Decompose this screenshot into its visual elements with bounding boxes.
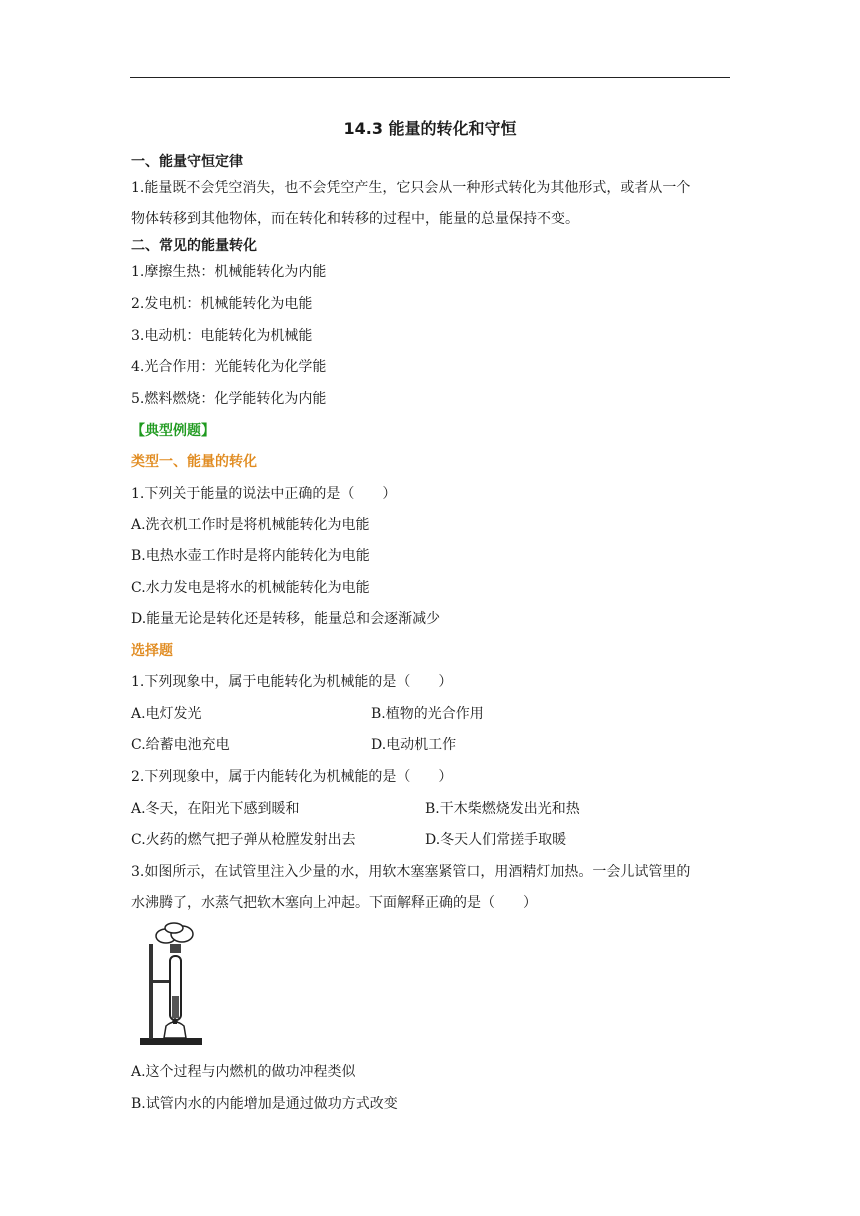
choice-q3-stem-line-1: 3.如图所示，在试管里注入少量的水，用软木塞塞紧管口，用酒精灯加热。一会儿试管里的 bbox=[131, 864, 691, 880]
choice-q1-option-b: B.植物的光合作用 bbox=[371, 706, 484, 722]
example-question-stem: 1.下列关于能量的说法中正确的是（ ） bbox=[131, 486, 397, 502]
page-title: 14.3 能量的转化和守恒 bbox=[343, 119, 517, 138]
section-heading-conservation: 一、能量守恒定律 bbox=[131, 154, 243, 170]
conversion-item: 1.摩擦生热：机械能转化为内能 bbox=[131, 264, 327, 280]
conservation-text-line-2: 物体转移到其他物体，而在转化和转移的过程中，能量的总量保持不变。 bbox=[131, 211, 579, 227]
conversion-item: 2.发电机：机械能转化为电能 bbox=[131, 296, 313, 312]
conservation-text-line-1: 1.能量既不会凭空消失，也不会凭空产生，它只会从一种形式转化为其他形式，或者从一个 bbox=[131, 180, 691, 196]
test-tube-apparatus-figure bbox=[136, 922, 208, 1050]
choice-q3-stem-line-2: 水沸腾了，水蒸气把软木塞向上冲起。下面解释正确的是（ ） bbox=[131, 895, 537, 911]
choice-q3-option-b: B.试管内水的内能增加是通过做功方式改变 bbox=[131, 1096, 398, 1112]
choice-q3-option-a: A.这个过程与内燃机的做功冲程类似 bbox=[131, 1064, 356, 1080]
example-type-heading: 类型一、能量的转化 bbox=[131, 454, 257, 470]
choice-section-heading: 选择题 bbox=[131, 643, 173, 659]
typical-examples-heading: 【典型例题】 bbox=[131, 423, 215, 439]
conversion-item: 4.光合作用：光能转化为化学能 bbox=[131, 359, 327, 375]
example-option: B.电热水壶工作时是将内能转化为电能 bbox=[131, 548, 370, 564]
choice-q2-option-c: C.火药的燃气把子弹从枪膛发射出去 bbox=[131, 832, 356, 848]
example-option: C.水力发电是将水的机械能转化为电能 bbox=[131, 580, 370, 596]
section-heading-conversions: 二、常见的能量转化 bbox=[131, 238, 257, 254]
header-rule bbox=[130, 77, 730, 78]
example-option: D.能量无论是转化还是转移，能量总和会逐渐减少 bbox=[131, 611, 441, 627]
choice-q1-option-d: D.电动机工作 bbox=[371, 737, 457, 753]
conversion-item: 5.燃料燃烧：化学能转化为内能 bbox=[131, 391, 327, 407]
choice-q2-option-a: A.冬天，在阳光下感到暖和 bbox=[131, 801, 300, 817]
choice-q1-option-c: C.给蓄电池充电 bbox=[131, 737, 230, 753]
choice-q1-option-a: A.电灯发光 bbox=[131, 706, 202, 722]
conversion-item: 3.电动机：电能转化为机械能 bbox=[131, 328, 313, 344]
choice-q1-stem: 1.下列现象中，属于电能转化为机械能的是（ ） bbox=[131, 674, 453, 690]
choice-q2-option-b: B.干木柴燃烧发出光和热 bbox=[425, 801, 580, 817]
choice-q2-option-d: D.冬天人们常搓手取暖 bbox=[425, 832, 567, 848]
example-option: A.洗衣机工作时是将机械能转化为电能 bbox=[131, 517, 370, 533]
choice-q2-stem: 2.下列现象中，属于内能转化为机械能的是（ ） bbox=[131, 769, 453, 785]
